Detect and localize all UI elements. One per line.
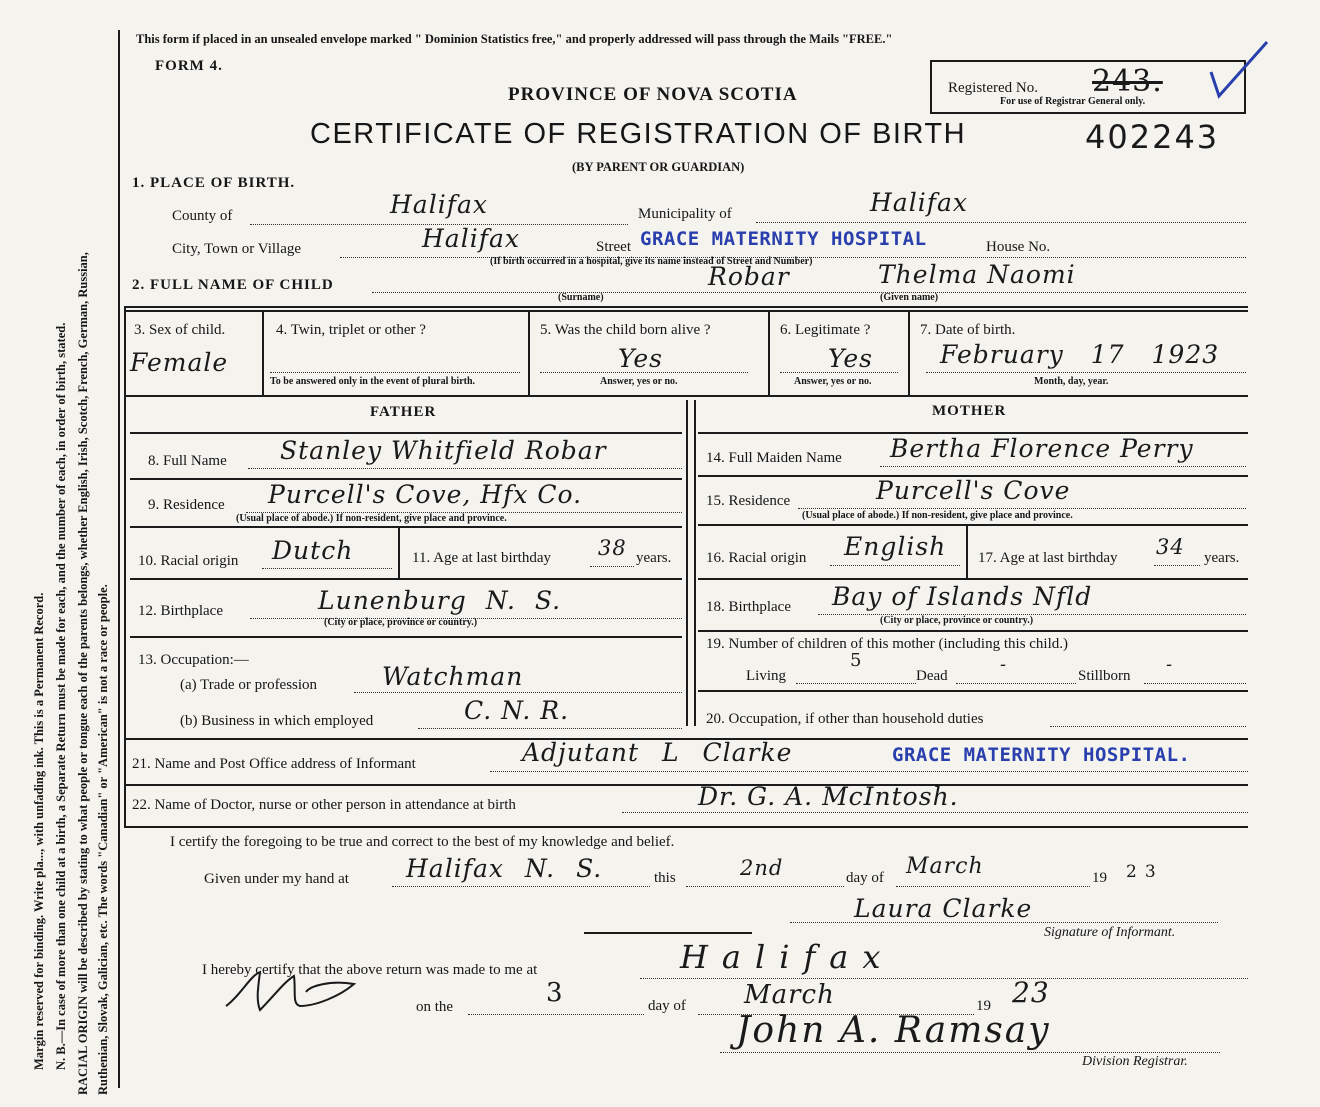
dob-label: 7. Date of birth. xyxy=(920,322,1016,338)
registrar-caption: Division Registrar. xyxy=(1082,1054,1188,1069)
municipality-line xyxy=(756,222,1246,223)
mother-name-label: 14. Full Maiden Name xyxy=(706,450,842,466)
day-line xyxy=(686,886,844,887)
county-label: County of xyxy=(172,208,233,224)
rule-heading-father xyxy=(130,432,682,434)
alive-note: Answer, yes or no. xyxy=(600,376,678,387)
mother-residence-value: Purcell's Cove xyxy=(876,476,1071,505)
mother-name-line xyxy=(880,466,1246,467)
registrar-initials-mark xyxy=(220,966,360,1016)
reg-year-value: 23 xyxy=(1012,976,1050,1009)
mother-heading: MOTHER xyxy=(932,403,1007,419)
mother-residence-label: 15. Residence xyxy=(706,493,791,509)
mother-race-line xyxy=(830,565,960,566)
reg-day-of-label: day of xyxy=(648,998,686,1014)
year-prefix: 19 xyxy=(1092,870,1107,886)
municipality-label: Municipality of xyxy=(638,206,732,222)
father-trade-value: Watchman xyxy=(382,662,524,691)
mother-age-years: years. xyxy=(1204,550,1240,566)
father-birthplace-value: Lunenburg N. S. xyxy=(318,586,562,615)
margin-text-4: Ruthenian, Slovak, Galician, etc. The words "Canadian" or "American" is not a race or people. xyxy=(96,584,110,1095)
house-number-label: House No. xyxy=(986,239,1051,255)
checkmark-icon xyxy=(1205,38,1275,102)
stillborn-value: - xyxy=(1166,654,1174,675)
rule-f9 xyxy=(130,526,682,528)
registered-number: 243. xyxy=(1092,64,1163,99)
mother-occupation-line xyxy=(1050,726,1246,727)
mother-race-value: English xyxy=(844,532,947,561)
father-race-value: Dutch xyxy=(272,536,354,565)
hospital-stamp: GRACE MATERNITY HOSPITAL xyxy=(640,228,927,250)
legitimate-value: Yes xyxy=(828,344,873,373)
mother-age-value: 34 xyxy=(1156,535,1185,559)
mother-abode-note: (Usual place of abode.) If non-resident, give place and province. xyxy=(802,510,1073,521)
day-of-label: day of xyxy=(846,870,884,886)
living-line xyxy=(796,683,916,684)
rule-col-7 xyxy=(908,310,910,395)
father-business-value: C. N. R. xyxy=(464,696,570,725)
informant-label: 21. Name and Post Office address of Informant xyxy=(132,756,416,772)
county-value: Halifax xyxy=(390,190,488,219)
mother-birthplace-note: (City or place, province or country.) xyxy=(880,615,1034,626)
informant-line xyxy=(490,771,1248,772)
doctor-label: 22. Name of Doctor, nurse or other person in attendance at birth xyxy=(132,797,516,813)
dead-line xyxy=(956,683,1076,684)
this-label: this xyxy=(654,870,676,886)
twin-line xyxy=(270,372,520,373)
rule-doctor-bottom xyxy=(124,826,1248,828)
given-name-caption: (Given name) xyxy=(880,292,939,303)
father-trade-line xyxy=(354,692,682,693)
father-age-years: years. xyxy=(636,550,672,566)
rule-col-5 xyxy=(528,310,530,395)
registrar-signature: John A. Ramsay xyxy=(736,1010,1051,1051)
rule-f11 xyxy=(130,578,682,580)
father-business-label: (b) Business in which employed xyxy=(180,713,374,729)
informant-hospital-stamp: GRACE MATERNITY HOSPITAL. xyxy=(892,744,1191,766)
father-abode-note: (Usual place of abode.) If non-resident, give place and province. xyxy=(236,513,507,524)
rule-left xyxy=(124,306,126,826)
sex-value: Female xyxy=(130,348,229,377)
dead-label: Dead xyxy=(916,668,948,684)
legitimate-note: Answer, yes or no. xyxy=(794,376,872,387)
father-business-line xyxy=(418,728,682,729)
father-birthplace-note: (City or place, province or country.) xyxy=(324,617,478,628)
rule-m16-17 xyxy=(966,524,968,578)
registrar-note: For use of Registrar General only. xyxy=(1000,96,1146,107)
stillborn-label: Stillborn xyxy=(1078,668,1131,684)
mother-birthplace-value: Bay of Islands Nfld xyxy=(832,582,1093,611)
rule-m15 xyxy=(698,524,1248,526)
year-value: 23 xyxy=(1126,862,1164,882)
stillborn-line xyxy=(1144,683,1246,684)
month-line xyxy=(896,886,1090,887)
on-the-label: on the xyxy=(416,999,454,1015)
father-race-line xyxy=(262,568,392,569)
rule-row-bottom xyxy=(124,395,1248,397)
dob-line xyxy=(926,372,1246,373)
mailing-notice: This form if placed in an unsealed envelope marked " Dominion Statistics free," and properly addressed will pass through the Mails "FREE." xyxy=(136,32,893,46)
reg-day-value: 3 xyxy=(546,978,564,1008)
registrar-statement: I hereby certify that the above return was made to me at xyxy=(202,962,538,978)
margin-text-3: RACIAL ORIGIN will be described by stating to what people or tongue each of the parents belongs, whether English, Irish, Scotch, French, German, Russian, xyxy=(76,252,90,1095)
rule-center-left xyxy=(686,400,688,726)
form-number: FORM 4. xyxy=(155,58,223,74)
father-age-value: 38 xyxy=(598,536,627,560)
place-of-birth-heading: 1. PLACE OF BIRTH. xyxy=(132,175,296,191)
rule-row-top xyxy=(124,306,1248,308)
registrar-signature-line xyxy=(720,1052,1220,1053)
living-value: 5 xyxy=(850,650,863,671)
rule-center-right xyxy=(694,400,696,726)
rule-informant-bottom xyxy=(124,784,1248,786)
father-race-label: 10. Racial origin xyxy=(138,553,239,569)
father-residence-value: Purcell's Cove, Hfx Co. xyxy=(268,480,583,509)
margin-text-2: N. B.—In case of more than one child at a birth, a Separate Return must be made for each, and the number of each, in order of birth, stated. xyxy=(54,322,68,1070)
rule-f12 xyxy=(130,636,682,638)
father-name-value: Stanley Whitfield Robar xyxy=(280,436,607,465)
alive-label: 5. Was the child born alive ? xyxy=(540,322,711,338)
mother-residence-line xyxy=(798,508,1246,509)
mother-children-label: 19. Number of children of this mother (including this child.) xyxy=(706,636,1069,652)
day-value: 2nd xyxy=(740,856,784,880)
twin-label: 4. Twin, triplet or other ? xyxy=(276,322,426,338)
registered-label: Registered No. xyxy=(948,80,1038,96)
child-surname: Robar xyxy=(708,262,790,291)
father-age-line xyxy=(590,566,634,567)
reg-month-value: March xyxy=(744,980,835,1010)
mother-occupation-label: 20. Occupation, if other than household duties xyxy=(706,711,984,727)
rule-registrar-separator xyxy=(584,932,752,934)
municipality-value: Halifax xyxy=(870,188,968,217)
rule-col-4 xyxy=(262,310,264,395)
reg-year-prefix: 19 xyxy=(976,998,991,1014)
father-age-label: 11. Age at last birthday xyxy=(412,550,551,566)
doctor-value: Dr. G. A. McIntosh. xyxy=(698,782,959,811)
city-label: City, Town or Village xyxy=(172,241,302,257)
registrar-place-line xyxy=(640,978,1248,979)
certify-statement: I certify the foregoing to be true and correct to the best of my knowledge and belief. xyxy=(170,834,675,850)
mother-birthplace-label: 18. Birthplace xyxy=(706,599,791,615)
mother-age-line xyxy=(1154,565,1200,566)
father-residence-label: 9. Residence xyxy=(148,497,225,513)
child-given-name: Thelma Naomi xyxy=(878,260,1076,289)
document-title: CERTIFICATE OF REGISTRATION OF BIRTH xyxy=(310,118,967,150)
twin-note: To be answered only in the event of plural birth. xyxy=(270,376,476,387)
legitimate-label: 6. Legitimate ? xyxy=(780,322,871,338)
informant-signature: Laura Clarke xyxy=(854,894,1033,923)
certificate-number: 402243 xyxy=(1085,118,1220,156)
child-name-label: 2. FULL NAME OF CHILD xyxy=(132,277,334,293)
rule-m17 xyxy=(698,578,1248,580)
father-name-label: 8. Full Name xyxy=(148,453,227,469)
margin-rule xyxy=(118,30,120,1088)
mother-age-label: 17. Age at last birthday xyxy=(978,550,1118,566)
rule-m18 xyxy=(698,630,1248,632)
hospital-note: (If birth occurred in a hospital, give its name instead of Street and Number) xyxy=(490,256,813,267)
given-place-line xyxy=(392,886,650,887)
rule-f10-11 xyxy=(398,526,400,578)
dead-value: - xyxy=(1000,654,1008,675)
given-place-value: Halifax N. S. xyxy=(406,854,603,883)
rule-col-6 xyxy=(768,310,770,395)
rule-m19 xyxy=(698,690,1248,692)
dob-value: February 17 1923 xyxy=(940,340,1220,369)
dob-note: Month, day, year. xyxy=(1034,376,1109,387)
father-trade-label: (a) Trade or profession xyxy=(180,677,318,693)
informant-value: Adjutant L Clarke xyxy=(522,738,793,767)
father-heading: FATHER xyxy=(370,404,437,420)
reg-day-line xyxy=(468,1014,644,1015)
doctor-line xyxy=(622,812,1248,813)
month-value: March xyxy=(906,854,984,879)
document-subtitle: (BY PARENT OR GUARDIAN) xyxy=(572,160,745,174)
mother-race-label: 16. Racial origin xyxy=(706,550,807,566)
father-occupation-label: 13. Occupation:— xyxy=(138,652,249,668)
father-name-line xyxy=(248,468,682,469)
registrar-place-value: Halifax xyxy=(680,938,895,976)
living-label: Living xyxy=(746,668,786,684)
alive-value: Yes xyxy=(618,344,663,373)
informant-signature-caption: Signature of Informant. xyxy=(1044,925,1176,940)
province-heading: PROVINCE OF NOVA SCOTIA xyxy=(508,84,798,105)
child-name-line xyxy=(372,292,1246,293)
sex-label: 3. Sex of child. xyxy=(134,322,226,338)
father-birthplace-label: 12. Birthplace xyxy=(138,603,223,619)
surname-caption: (Surname) xyxy=(558,292,604,303)
city-value: Halifax xyxy=(422,224,520,253)
mother-name-value: Bertha Florence Perry xyxy=(890,434,1194,463)
margin-text-1: Margin reserved for binding. Write pla..., with unfading ink. This is a Permanent Record. xyxy=(32,592,46,1070)
street-label: Street xyxy=(596,239,631,255)
given-under-hand-label: Given under my hand at xyxy=(204,871,349,887)
registered-box xyxy=(930,60,1246,114)
rule-row-top-2 xyxy=(124,310,1248,312)
